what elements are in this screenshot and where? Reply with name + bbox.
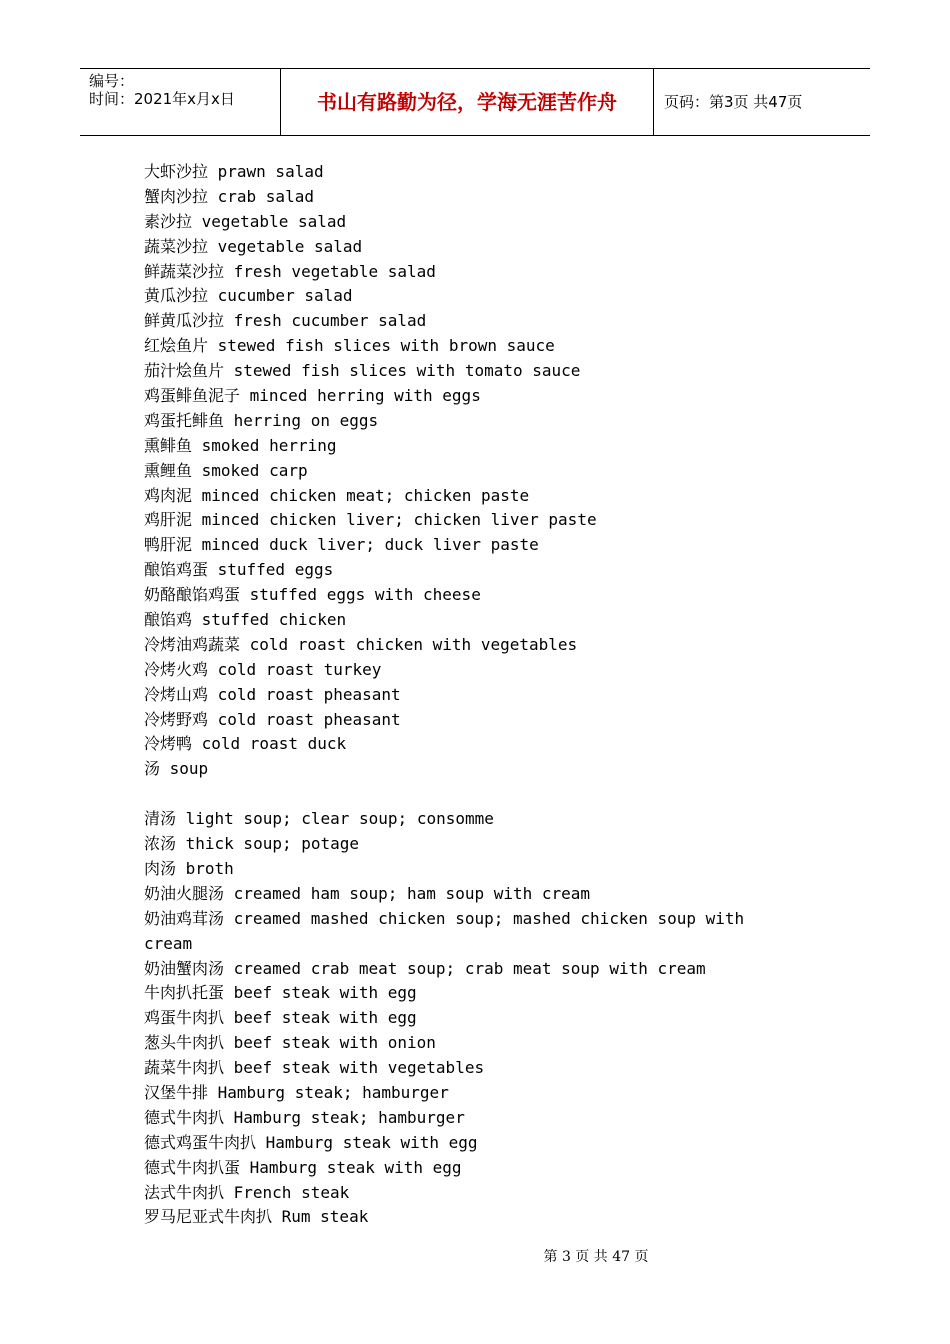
menu-entry-line: 牛肉扒托蛋 beef steak with egg bbox=[144, 983, 417, 1003]
header-page-info: 页码：第3页 共47页 bbox=[664, 93, 803, 111]
menu-entry-line: 葱头牛肉扒 beef steak with onion bbox=[144, 1033, 436, 1053]
menu-entry-line: 鸡肉泥 minced chicken meat; chicken paste bbox=[144, 485, 530, 505]
menu-entry-line: 奶酪酿馅鸡蛋 stuffed eggs with cheese bbox=[144, 585, 481, 605]
menu-entry-line: 奶油火腿汤 creamed ham soup; ham soup with cream bbox=[144, 883, 591, 903]
menu-entry-line: 冷烤火鸡 cold roast turkey bbox=[144, 659, 382, 679]
menu-entry-line: 德式牛肉扒蛋 Hamburg steak with egg bbox=[144, 1157, 462, 1177]
menu-entry-line: cream bbox=[144, 933, 193, 953]
menu-entry-line: 冷烤油鸡蔬菜 cold roast chicken with vegetables bbox=[144, 634, 578, 654]
menu-entry-line: 茄汁烩鱼片 stewed fish slices with tomato sauce bbox=[144, 361, 581, 381]
document-body bbox=[144, 160, 784, 1230]
menu-entry-line: 冷烤鸭 cold roast duck bbox=[144, 734, 347, 754]
menu-entry-line: 鸡蛋鲱鱼泥子 minced herring with eggs bbox=[144, 386, 481, 406]
menu-entry-line: 冷烤山鸡 cold roast pheasant bbox=[144, 684, 401, 704]
menu-entry-line: 德式鸡蛋牛肉扒 Hamburg steak with egg bbox=[144, 1132, 478, 1152]
menu-entry-line: 蔬菜沙拉 vegetable salad bbox=[144, 236, 363, 256]
menu-entry-line: 德式牛肉扒 Hamburg steak; hamburger bbox=[144, 1107, 465, 1127]
menu-entry-line: 黄瓜沙拉 cucumber salad bbox=[144, 286, 353, 306]
menu-entry-line: 蟹肉沙拉 crab salad bbox=[144, 186, 314, 206]
menu-entry-line: 熏鲤鱼 smoked carp bbox=[144, 460, 308, 480]
menu-entry-line: 法式牛肉扒 French steak bbox=[144, 1182, 350, 1202]
menu-entry-line: 蔬菜牛肉扒 beef steak with vegetables bbox=[144, 1058, 485, 1078]
menu-entry-line: 鸡蛋托鲱鱼 herring on eggs bbox=[144, 410, 379, 430]
header-meta bbox=[80, 69, 281, 135]
menu-entry-line: 熏鲱鱼 smoked herring bbox=[144, 435, 337, 455]
page-header bbox=[80, 68, 870, 136]
menu-entry-line: 浓汤 thick soup; potage bbox=[144, 834, 360, 854]
menu-entry-line: 鸡蛋牛肉扒 beef steak with egg bbox=[144, 1008, 417, 1028]
footer-page-number: 第 3 页 共 47 页 bbox=[543, 1249, 649, 1265]
page-footer bbox=[0, 1246, 950, 1266]
menu-entry-line: 肉汤 broth bbox=[144, 858, 234, 878]
menu-entry-line: 清汤 light soup; clear soup; consomme bbox=[144, 809, 494, 829]
time-label: 时间：2021年x月x日 bbox=[89, 90, 235, 108]
menu-entry-line: 冷烤野鸡 cold roast pheasant bbox=[144, 709, 401, 729]
menu-entry-line: 酿馅鸡 stuffed chicken bbox=[144, 610, 347, 630]
menu-entry-line: 素沙拉 vegetable salad bbox=[144, 211, 347, 231]
menu-entry-line: 酿馅鸡蛋 stuffed eggs bbox=[144, 560, 334, 580]
blank-line bbox=[144, 782, 784, 807]
menu-entry-line: 罗马尼亚式牛肉扒 Rum steak bbox=[144, 1207, 369, 1227]
menu-entry-line: 汉堡牛排 Hamburg steak; hamburger bbox=[144, 1082, 449, 1102]
header-motto: 书山有路勤为径，学海无涯苦作舟 bbox=[281, 69, 654, 135]
menu-entry-line: 红烩鱼片 stewed fish slices with brown sauce bbox=[144, 336, 555, 356]
menu-entry-line: 奶油鸡茸汤 creamed mashed chicken soup; mashed chicken soup with bbox=[144, 908, 745, 928]
menu-entry-line: 鲜黄瓜沙拉 fresh cucumber salad bbox=[144, 311, 427, 331]
menu-entry-line: 鸡肝泥 minced chicken liver; chicken liver paste bbox=[144, 510, 597, 530]
menu-entry-line: 鲜蔬菜沙拉 fresh vegetable salad bbox=[144, 261, 436, 281]
menu-entry-line: 大虾沙拉 prawn salad bbox=[144, 162, 324, 181]
code-label: 编号： bbox=[89, 72, 135, 90]
menu-entry-line: 奶油蟹肉汤 creamed crab meat soup; crab meat soup with cream bbox=[144, 958, 706, 978]
menu-entry-line: 鸭肝泥 minced duck liver; duck liver paste bbox=[144, 535, 539, 555]
menu-entry-line: 汤 soup bbox=[144, 759, 209, 779]
